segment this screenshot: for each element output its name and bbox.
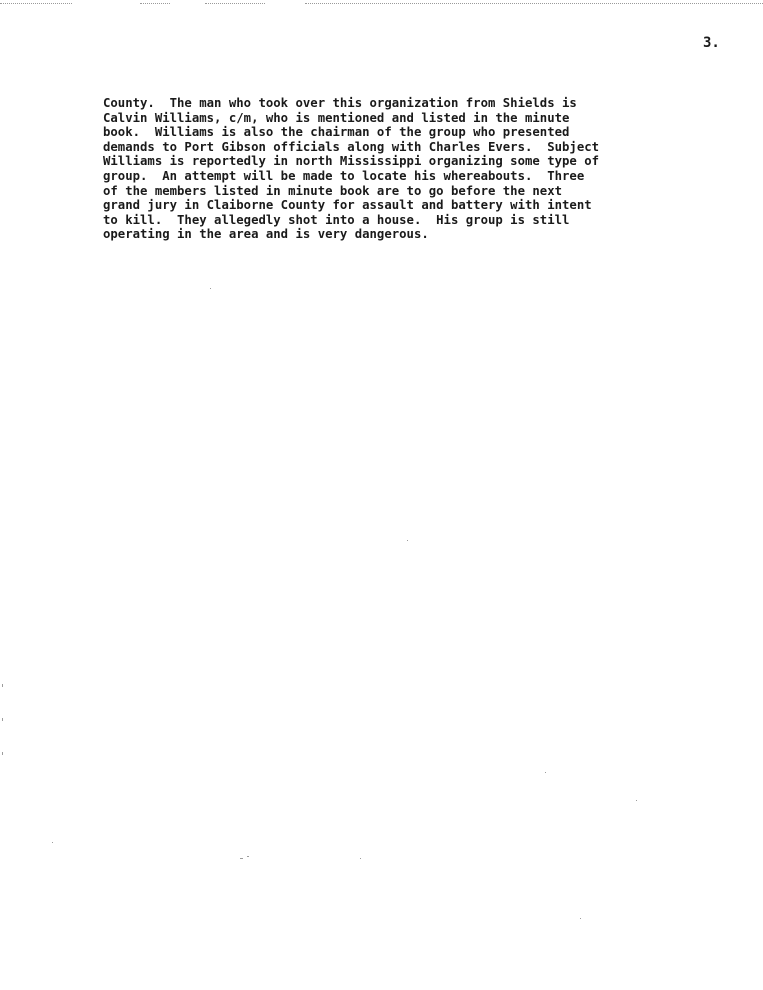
scan-speck (2, 718, 3, 721)
scan-speck (2, 684, 3, 687)
scan-edge-mark (205, 3, 265, 5)
scan-speck (360, 858, 361, 859)
text-line: to kill. They allegedly shot into a house. His group is still (103, 212, 570, 227)
text-line: group. An attempt will be made to locate his whereabouts. Three (103, 168, 585, 183)
scan-speck (2, 752, 3, 755)
scan-edge-mark (140, 3, 170, 5)
scan-speck (210, 288, 211, 289)
page-number: 3. (703, 35, 720, 51)
text-line: Calvin Williams, c/m, who is mentioned and listed in the minute (103, 110, 570, 125)
scan-speck (247, 856, 249, 857)
text-line: demands to Port Gibson officials along with Charles Evers. Subject (103, 139, 600, 154)
scan-edge-mark (305, 3, 763, 5)
text-line: of the members listed in minute book are to go before the next (103, 183, 563, 198)
text-line: County. The man who took over this organization from Shields is (103, 96, 577, 110)
text-line: book. Williams is also the chairman of the group who presented (103, 125, 570, 140)
scan-speck (636, 800, 637, 801)
scan-top-edge (0, 0, 763, 6)
scan-speck (52, 842, 53, 843)
text-line: operating in the area and is very dangerous. (103, 227, 429, 242)
scan-speck (545, 772, 546, 773)
text-line: grand jury in Claiborne County for assault and battery with intent (103, 198, 592, 213)
text-line: Williams is reportedly in north Mississippi organizing some type of (103, 154, 600, 169)
scan-speck (580, 918, 581, 919)
scan-speck (407, 540, 408, 541)
typed-paragraph (103, 96, 599, 242)
scan-edge-mark (0, 3, 72, 5)
scan-speck (240, 858, 243, 859)
